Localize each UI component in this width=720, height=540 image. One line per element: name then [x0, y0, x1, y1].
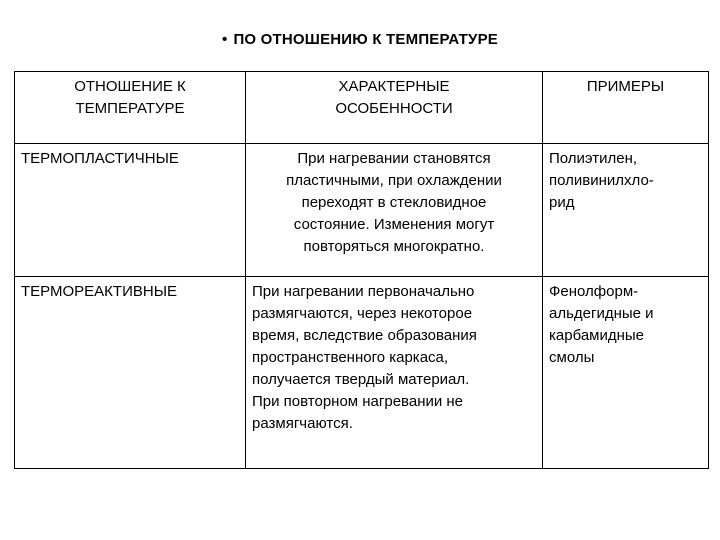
- table-header-row: [15, 72, 709, 144]
- table-row-thermoset: [15, 277, 709, 469]
- row-examples: Полиэтилен, поливинилхло- рид: [543, 144, 709, 277]
- row-examples: Фенолформ- альдегидные и карбамидные смолы: [543, 277, 709, 469]
- header-characteristic-features: ХАРАКТЕРНЫЕ ОСОБЕННОСТИ: [246, 72, 543, 144]
- row-name: ТЕРМОРЕАКТИВНЫЕ: [15, 277, 246, 469]
- row-name: ТЕРМОПЛАСТИЧНЫЕ: [15, 144, 246, 277]
- slide-title: [0, 31, 720, 48]
- classification-table: [14, 71, 709, 469]
- header-relation-to-temperature: ОТНОШЕНИЕ К ТЕМПЕРАТУРЕ: [15, 72, 246, 144]
- bullet-icon: •: [222, 31, 228, 48]
- table-row-thermoplastic: [15, 144, 709, 277]
- slide-title-text: ПО ОТНОШЕНИЮ К ТЕМПЕРАТУРЕ: [233, 31, 498, 48]
- row-description: При нагревании первоначально размягчаются, через некоторое время, вследствие образования пространственного каркаса, получается твердый материал. При повторном нагревании не размягчаются.: [246, 277, 543, 469]
- row-description: При нагревании становятся пластичными, при охлаждении переходят в стекловидное состояние. Изменения могут повторяться многократно.: [246, 144, 543, 277]
- header-examples: ПРИМЕРЫ: [543, 72, 709, 144]
